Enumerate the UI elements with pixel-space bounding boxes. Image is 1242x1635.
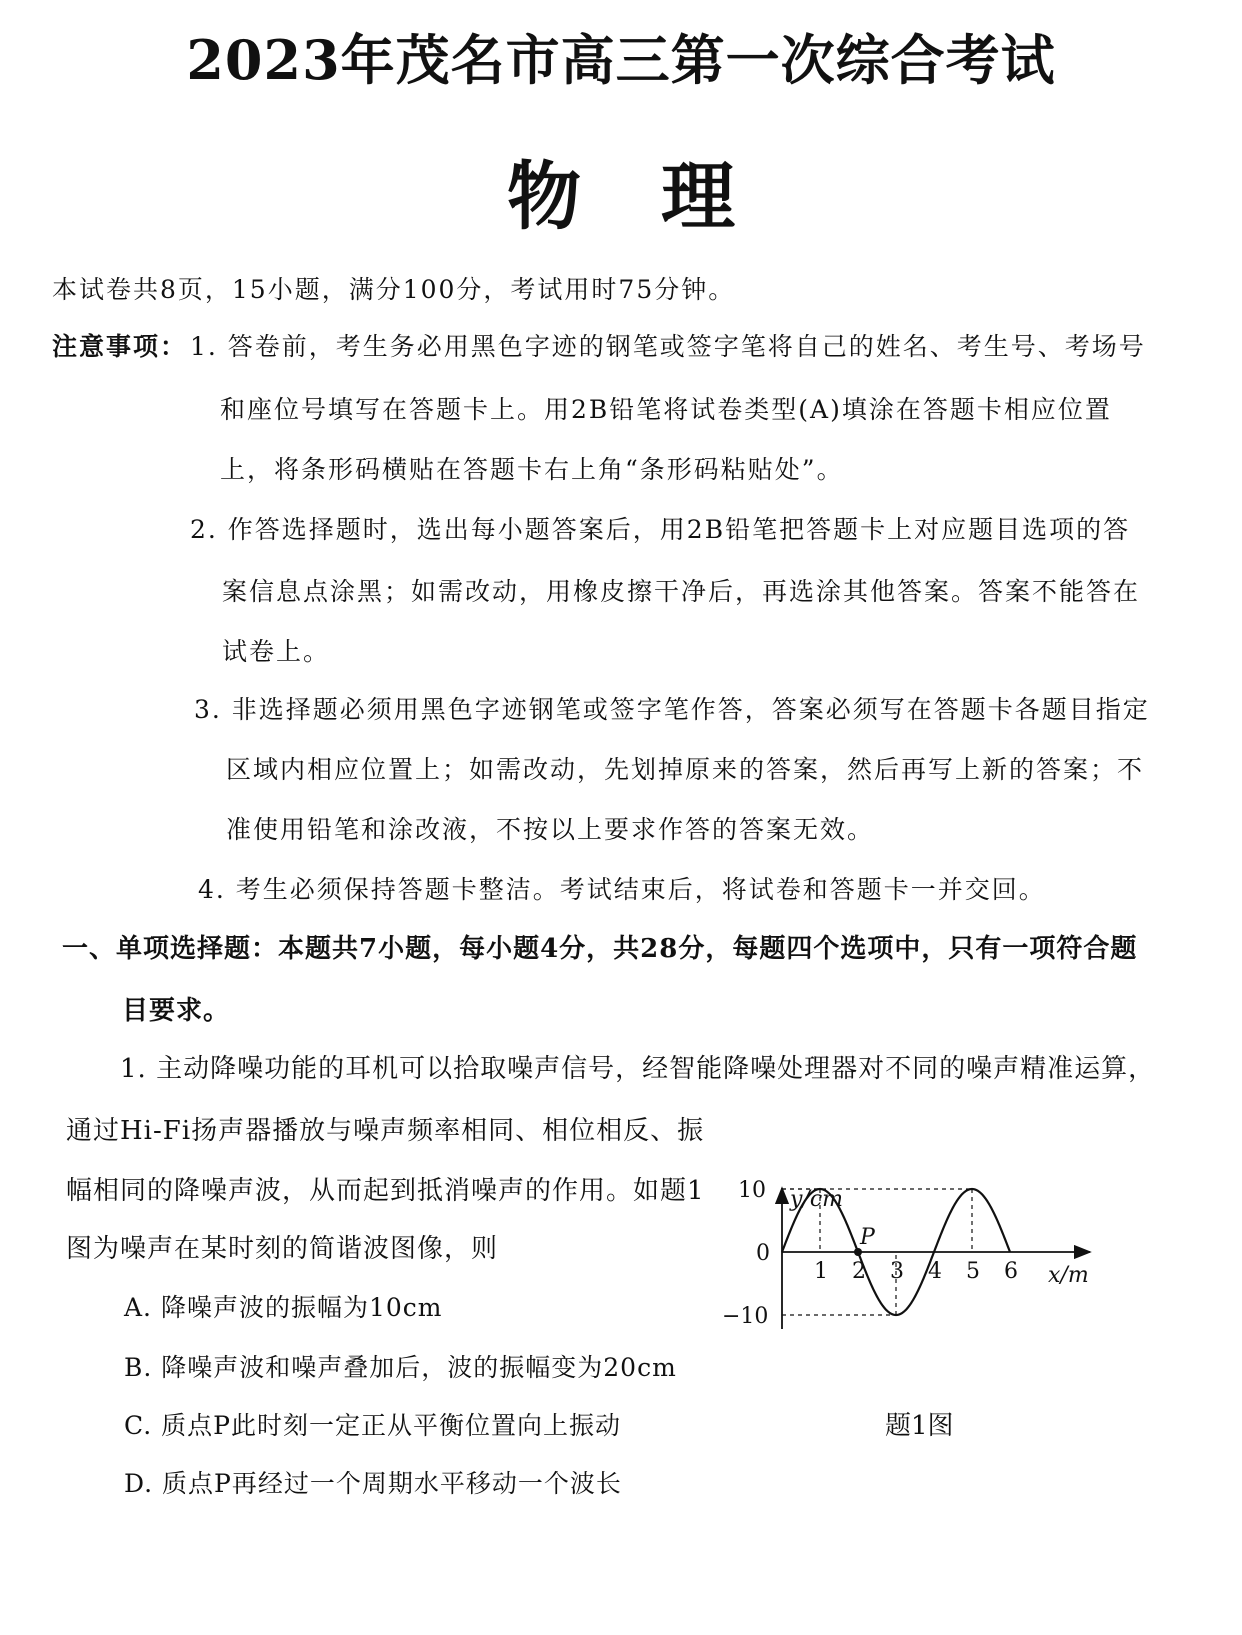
notice-2-line-2: 案信息点涂黑；如需改动，用橡皮擦干净后，再选涂其他答案。答案不能答在 <box>222 577 1141 606</box>
question-1-line-1: 1. 主动降噪功能的耳机可以拾取噪声信号，经智能降噪处理器对不同的噪声精准运算， <box>120 1054 1156 1084</box>
y-tick-neg-10: −10 <box>722 1304 769 1329</box>
notice-1-line-2: 和座位号填写在答题卡上。用2B铅笔将试卷类型(A)填涂在答题卡相应位置 <box>220 395 1112 424</box>
x-axis-label: x/m <box>1048 1263 1089 1288</box>
option-b: B. 降噪声波和噪声叠加后，波的振幅变为20cm <box>124 1353 677 1382</box>
notice-3-line-2: 区域内相应位置上；如需改动，先划掉原来的答案，然后再写上新的答案；不 <box>226 755 1145 784</box>
notices-label: 注意事项： <box>52 332 188 361</box>
notice-1-line-3: 上，将条形码横贴在答题卡右上角“条形码粘贴处”。 <box>220 455 844 484</box>
section-1-heading: 一、单项选择题：本题共7小题，每小题4分，共28分，每题四个选项中，只有一项符合题 <box>62 934 1138 964</box>
y-tick-10: 10 <box>738 1178 766 1203</box>
x-tick-4: 4 <box>928 1259 942 1284</box>
option-d: D. 质点P再经过一个周期水平移动一个波长 <box>124 1469 622 1498</box>
y-tick-0: 0 <box>756 1241 770 1266</box>
question-1-line-4: 图为噪声在某时刻的简谐波图像，则 <box>66 1234 499 1264</box>
x-tick-5: 5 <box>966 1259 980 1284</box>
question-1-line-3: 幅相同的降噪声波，从而起到抵消噪声的作用。如题1 <box>66 1176 705 1206</box>
option-a: A. 降噪声波的振幅为10cm <box>124 1293 443 1322</box>
figure-caption: 题1图 <box>885 1411 954 1441</box>
notice-3-line-1: 3. 非选择题必须用黑色字迹钢笔或签字笔作答，答案必须写在答题卡各题目指定 <box>194 695 1150 724</box>
x-tick-1: 1 <box>814 1259 828 1284</box>
notice-4-line-1: 4. 考生必须保持答题卡整洁。考试结束后，将试卷和答题卡一并交回。 <box>198 875 1046 904</box>
notice-1-line-1: 1. 答卷前，考生务必用黑色字迹的钢笔或签字笔将自己的姓名、考生号、考场号 <box>190 332 1146 361</box>
option-c: C. 质点P此时刻一定正从平衡位置向上振动 <box>124 1411 621 1440</box>
x-tick-2: 2 <box>852 1259 866 1284</box>
section-1-heading-cont: 目要求。 <box>122 996 231 1026</box>
x-tick-6: 6 <box>1004 1259 1018 1284</box>
chart-labels <box>722 1178 1089 1329</box>
notice-2-line-1: 2. 作答选择题时，选出每小题答案后，用2B铅笔把答题卡上对应题目选项的答 <box>190 515 1131 544</box>
exam-intro: 本试卷共8页，15小题，满分100分，考试用时75分钟。 <box>52 275 736 304</box>
y-axis-label: y/cm <box>790 1187 844 1212</box>
notice-2-line-3: 试卷上。 <box>222 637 331 666</box>
point-p-label: P <box>860 1225 875 1250</box>
wave-chart <box>722 1178 1140 1430</box>
x-tick-3: 3 <box>890 1259 904 1284</box>
notice-3-line-3: 准使用铅笔和涂改液，不按以上要求作答的答案无效。 <box>226 815 875 844</box>
exam-title: 2023年茂名市高三第一次综合考试 <box>186 28 1056 92</box>
question-1-line-2: 通过Hi-Fi扬声器播放与噪声频率相同、相位相反、振 <box>66 1116 705 1146</box>
wave-figure <box>722 1178 1140 1430</box>
subject-title: 物理 <box>507 154 815 240</box>
